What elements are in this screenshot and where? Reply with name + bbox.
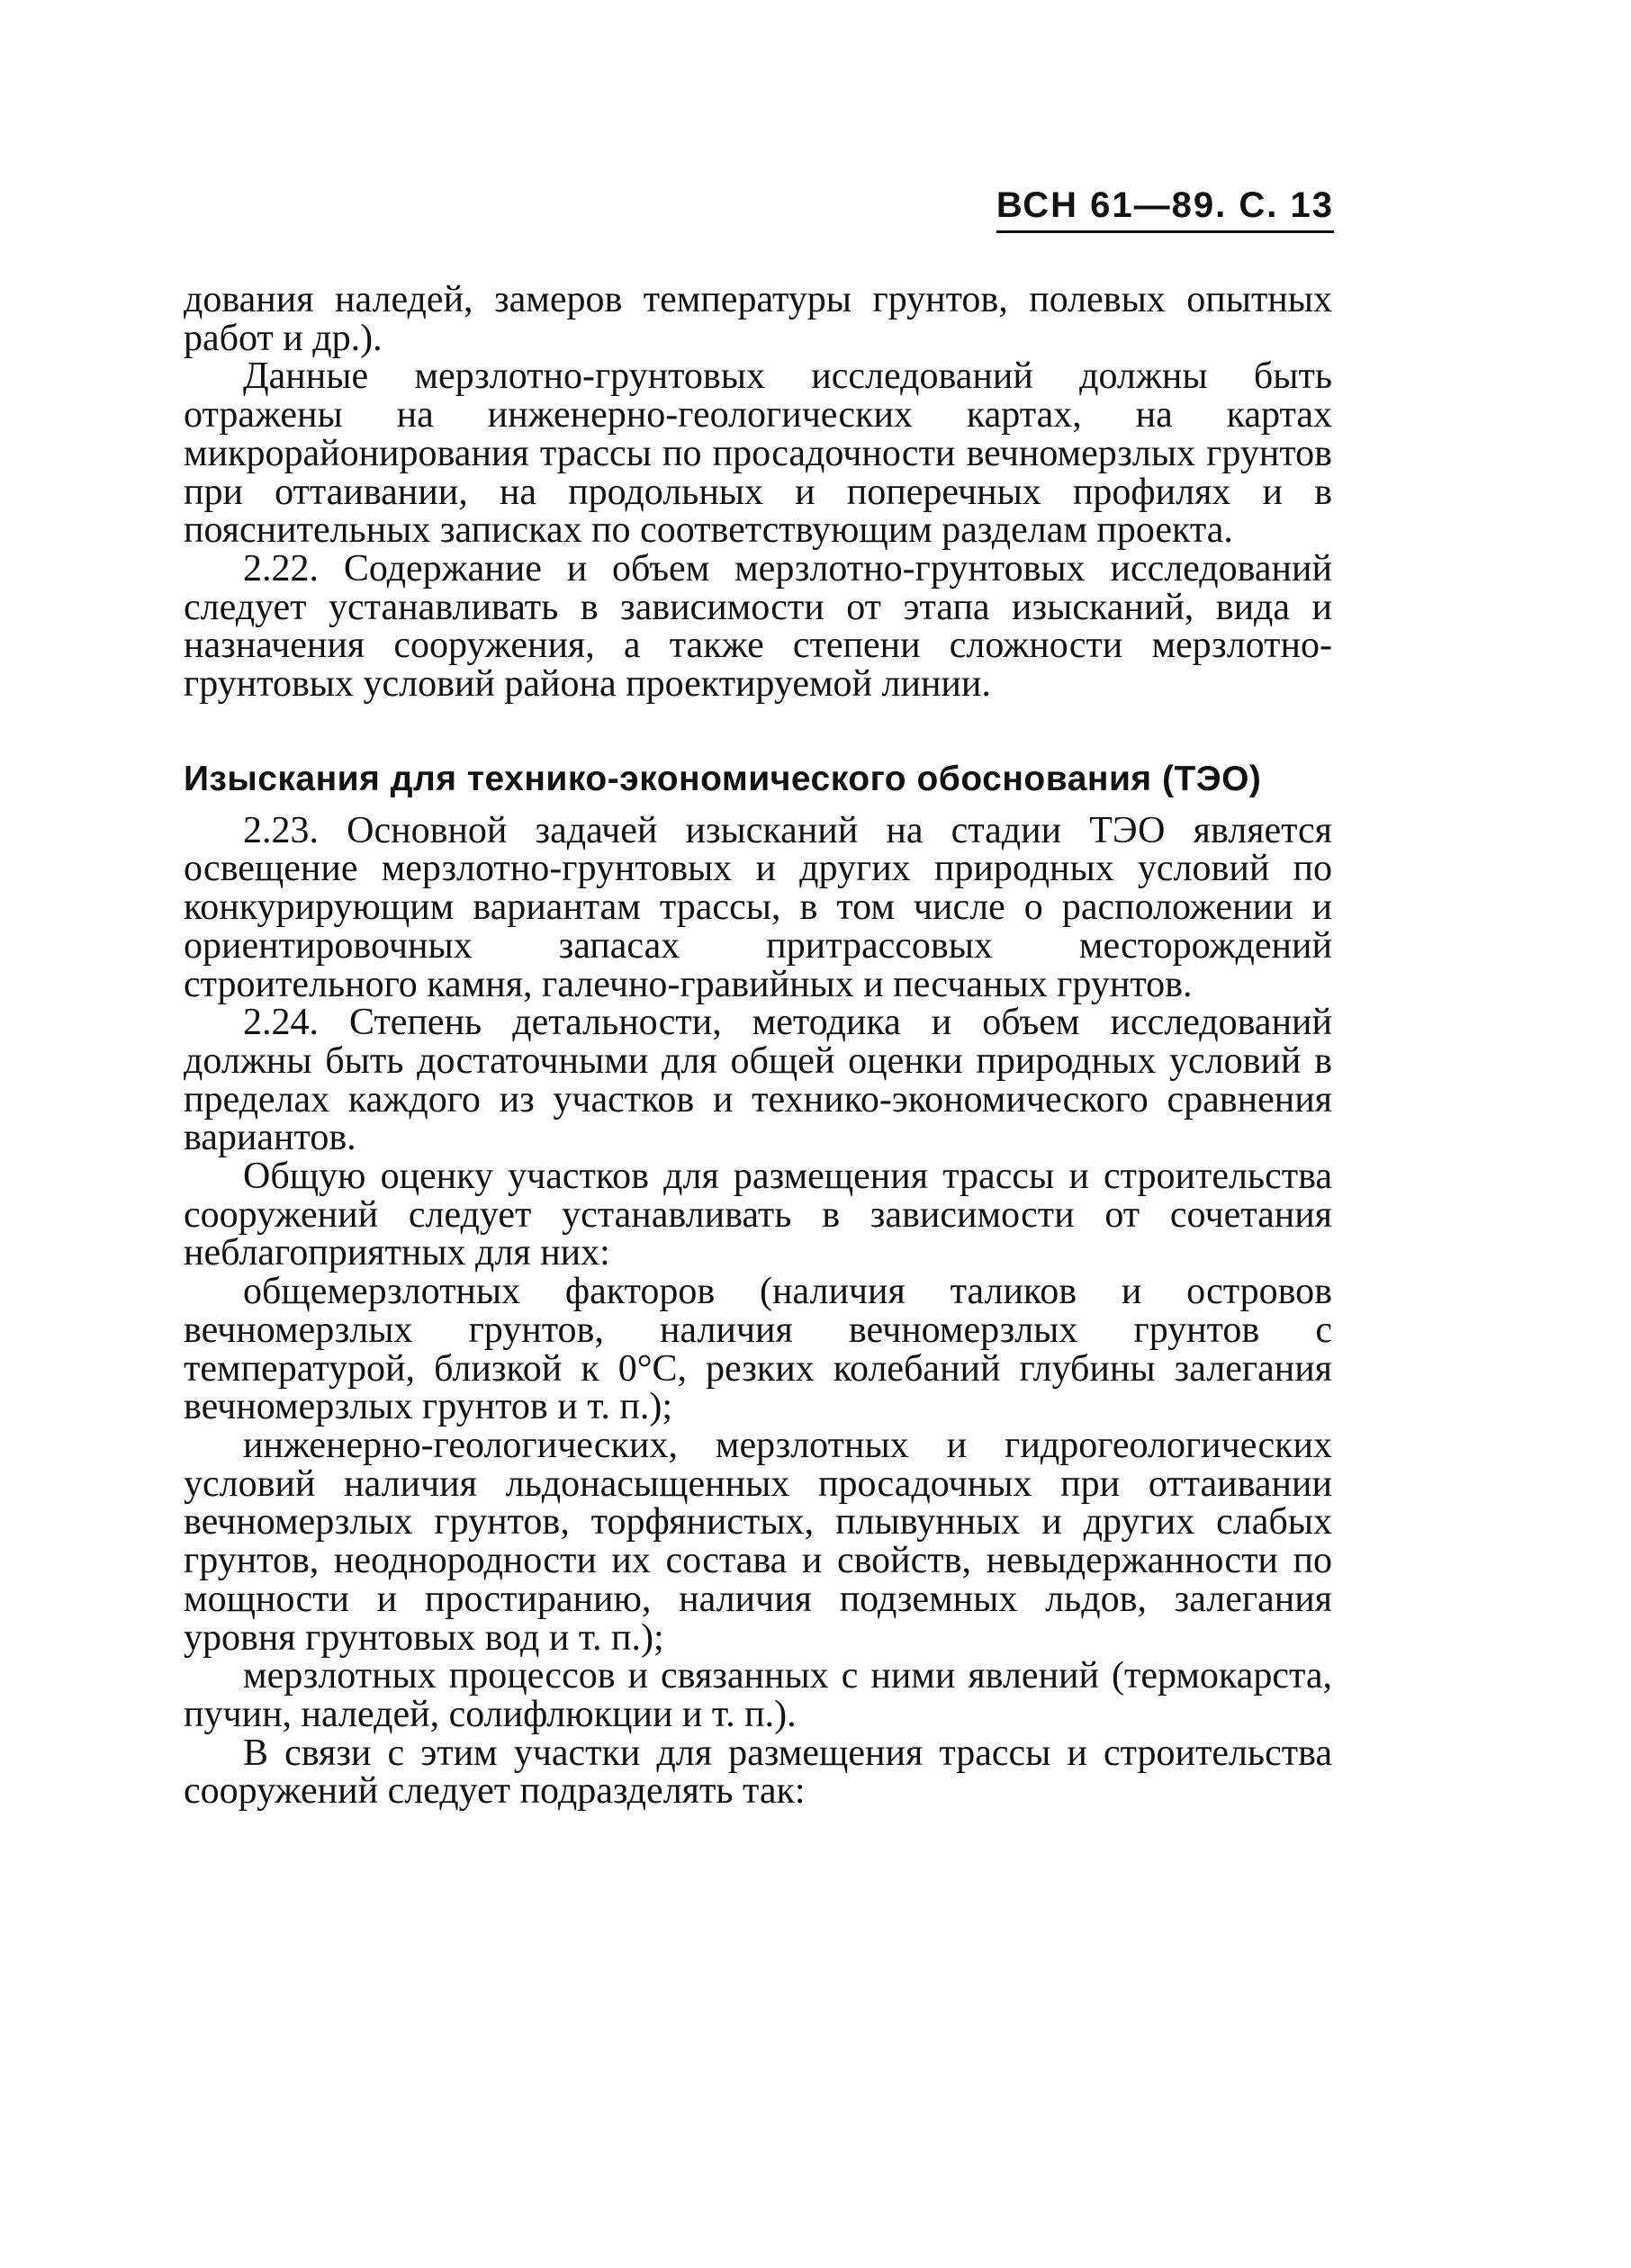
- paragraph-2-23: 2.23. Основной задачей изысканий на стадии ТЭО является освещение мерзлотно-грунтовых и других природных условий по конкурирующим вариантам трассы, в том числе о расположении и ориентировочных запасах притрассовых месторождений строительного камня, галечно-гравийных и песчаных грунтов.: [184, 809, 1332, 1005]
- paragraph-general-assessment: Общую оценку участков для размещения трассы и строительства сооружений следует устанавливать в зависимости от сочетания неблагоприятных для них:: [184, 1156, 1332, 1274]
- paragraph-subdivision: В связи с этим участки для размещения трассы и строительства сооружений следует подразделять так:: [184, 1732, 1332, 1813]
- paragraph-continuation: дования наледей, замеров температуры грунтов, полевых опытных работ и др.).: [184, 279, 1332, 359]
- paragraph-data-reflection: Данные мерзлотно-грунтовых исследований должны быть отражены на инженерно-геологических картах, на картах микрорайонирования трассы по просадочности вечномерзлых грунтов при оттаивании, на продольных и поперечных профилях и в пояснительных записках по соответствующим разделам проекта.: [184, 356, 1332, 552]
- section-heading-teo: Изыскания для технико-экономического обоснования (ТЭО): [184, 759, 1262, 798]
- page-header-ref: ВСН 61—89. С. 13: [996, 185, 1334, 233]
- paragraph-permafrost-processes: мерзлотных процессов и связанных с ними явлений (термокарста, пучин, наледей, солифлюкции и т. п.).: [184, 1655, 1332, 1735]
- paragraph-2-24: 2.24. Степень детальности, методика и объем исследований должны быть достаточными для общей оценки природных условий в пределах каждого из участков и технико-экономического сравнения вариантов.: [184, 1002, 1332, 1159]
- paragraph-2-22: 2.22. Содержание и объем мерзлотно-грунтовых исследований следует устанавливать в зависимости от этапа изысканий, вида и назначения сооружения, а также степени сложности мерзлотно-грунтовых условий района проектируемой линии.: [184, 547, 1332, 706]
- document-body: [184, 281, 1332, 1811]
- paragraph-permafrost-factors: общемерзлотных факторов (наличия таликов и островов вечномерзлых грунтов, наличия вечномерзлых грунтов с температурой, близкой к 0°С, резких колебаний глубины залегания вечномерзлых грунтов и т. п.);: [184, 1271, 1332, 1428]
- paragraph-geological-conditions: инженерно-геологических, мерзлотных и гидрогеологических условий наличия льдонасыщенных просадочных при оттаивании вечномерзлых грунтов, торфянистых, плывунных и других слабых грунтов, неоднородности их состава и свойств, невыдержанности по мощности и простиранию, наличия подземных льдов, залегания уровня грунтовых вод и т. п.);: [184, 1424, 1332, 1659]
